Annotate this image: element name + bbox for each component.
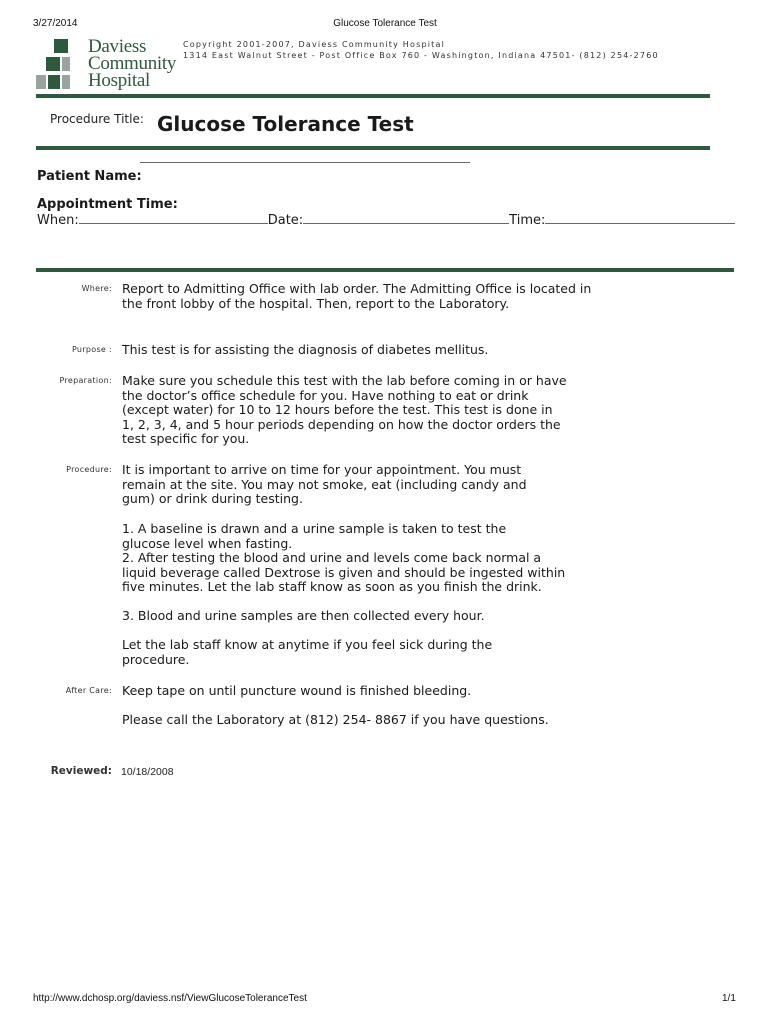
patient-name-line[interactable] [140,162,470,163]
procedure-title-label: Procedure Title: [50,112,144,126]
print-title: Glucose Tolerance Test [333,18,437,29]
procedure-step-3: 3. Blood and urine samples are then collected every hour. [122,608,485,623]
patient-name-label: Patient Name: [37,169,142,184]
after-care-label: After Care: [65,686,112,695]
logo-squares-icon [36,38,70,92]
procedure-label: Procedure: [66,465,112,474]
reviewed-date: 10/18/2008 [121,766,174,778]
procedure-title: Glucose Tolerance Test [157,112,414,136]
where-text: Report to Admitting Office with lab order. The Admitting Office is located in the front lobby of the hospital. Then, report to the Laboratory. [122,281,592,311]
reviewed-label: Reviewed: [50,765,112,777]
logo-line-2: Community [88,53,177,74]
procedure-step-2: 2. After testing the blood and urine and levels come back normal a liquid beverage called Dextrose is given and should be ingested within five minutes. Let the lab staff know as soon as you finish the drink. [122,550,566,595]
purpose-text: This test is for assisting the diagnosis of diabetes mellitus. [122,342,489,357]
preparation-label: Preparation: [59,376,112,385]
date-label: Date: [267,213,304,228]
logo-line-1: Daviess [88,36,147,57]
header-rule [36,94,710,98]
procedure-step-1: 1. A baseline is drawn and a urine sample is taken to test the glucose level when fasting. [122,521,507,551]
procedure-closing: Let the lab staff know at anytime if you feel sick during the procedure. [122,637,493,667]
preparation-text: Make sure you schedule this test with the lab before coming in or have the doctor’s office schedule for you. Have nothing to eat or drink (except water) for 10 to 12 hours before the test. This test is done in 1, 2, 3, 4, and 5 hour periods depending on how the doctor orders the test specific for you. [122,373,567,447]
when-blank[interactable] [79,212,268,224]
date-blank[interactable] [303,212,509,224]
procedure-intro: It is important to arrive on time for your appointment. You must remain at the site. You may not smoke, eat (including candy and gum) or drink during testing. [122,462,527,507]
appointment-fields [37,212,737,228]
after-care-text: Keep tape on until puncture wound is finished bleeding. [122,683,472,698]
time-blank[interactable] [545,212,735,224]
hospital-logo [36,38,176,94]
footer-page-number: 1/1 [722,993,736,1004]
logo-line-3: Hospital [88,70,150,91]
section-rule [36,268,734,272]
after-care-call: Please call the Laboratory at (812) 254- 8867 if you have questions. [122,712,549,727]
purpose-label: Purpose : [71,345,112,354]
print-date: 3/27/2014 [33,18,78,29]
copyright-line-2: 1314 East Walnut Street - Post Office Box 760 - Washington, Indiana 47501- (812) 254-2760 [183,51,659,60]
time-label: Time: [509,213,546,228]
when-label: When: [37,213,79,228]
appointment-label: Appointment Time: [37,197,178,212]
title-rule [36,146,710,150]
footer-url[interactable]: http://www.dchosp.org/daviess.nsf/ViewGlucoseToleranceTest [33,993,307,1004]
copyright-line-1: Copyright 2001-2007, Daviess Community Hospital [183,40,446,49]
where-label: Where: [81,284,112,293]
